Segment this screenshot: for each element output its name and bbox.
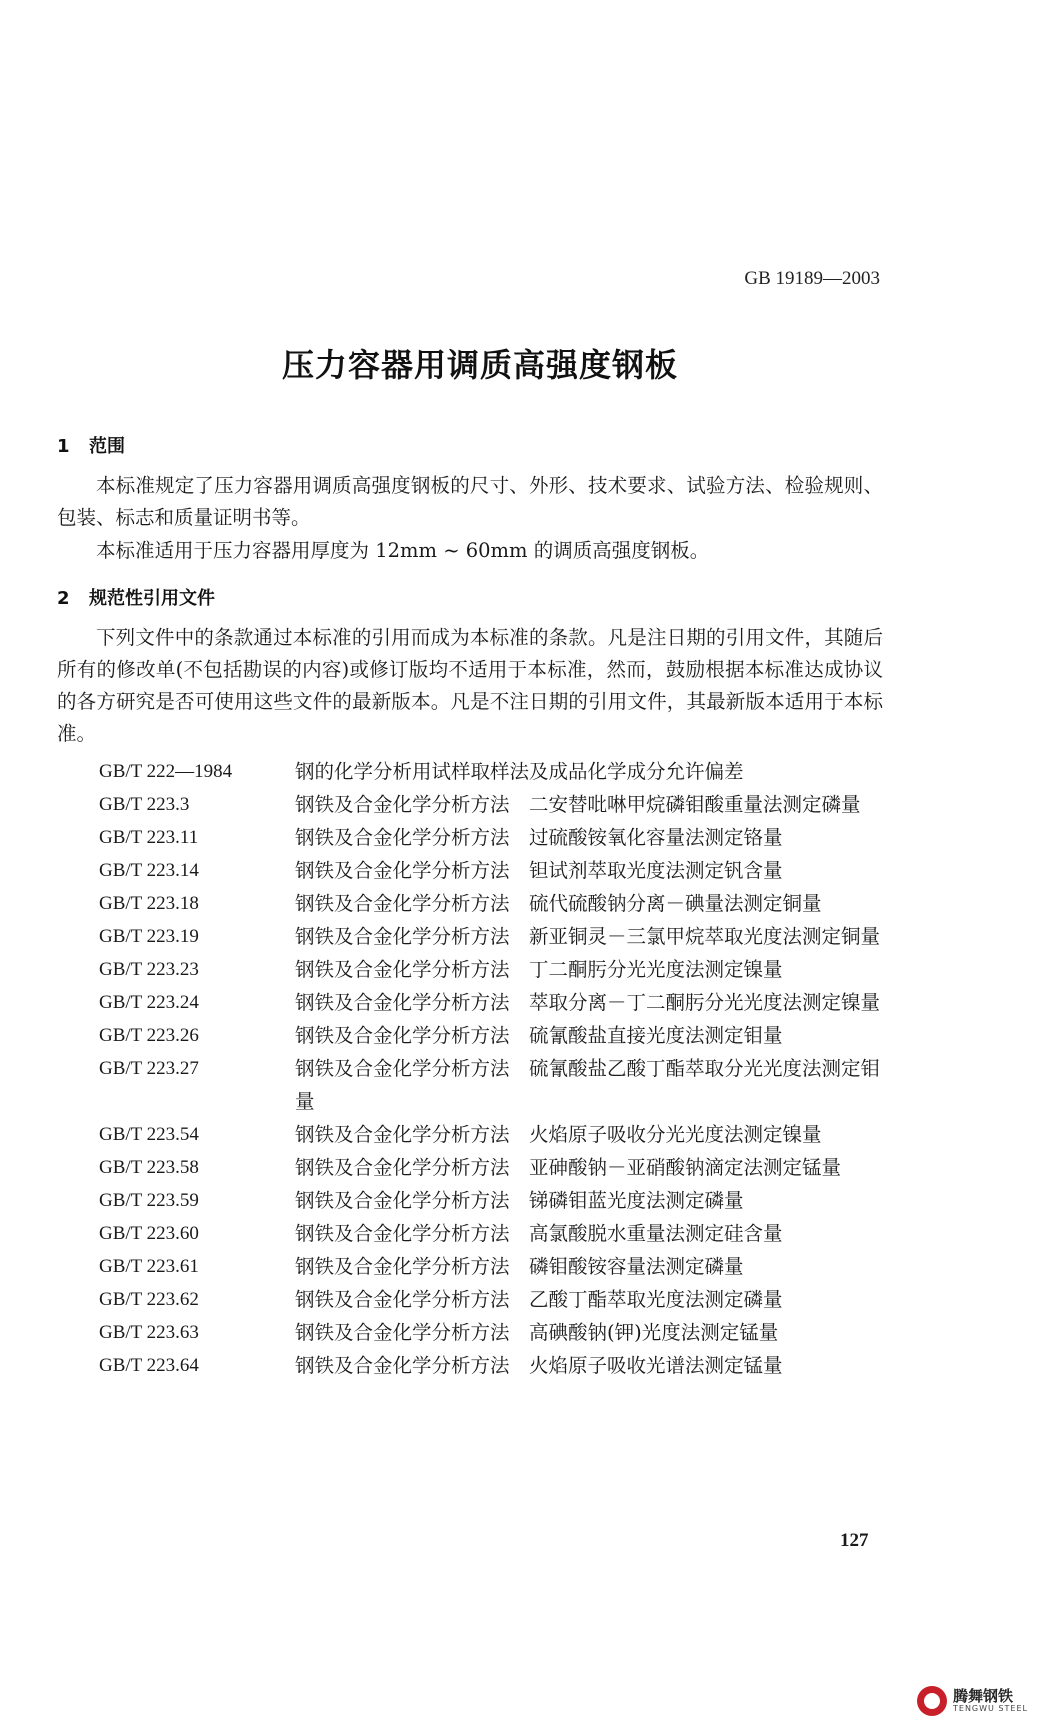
scope-paragraph-2: 本标准适用于压力容器用厚度为 12mm ~ 60mm 的调质高强度钢板。	[96, 539, 710, 562]
brand-name-cn: 腾舞钢铁	[953, 1687, 1014, 1706]
reference-code: GB/T 223.64	[99, 1355, 199, 1376]
reference-item	[0, 788, 1000, 821]
section-heading-scope	[57, 432, 125, 458]
reference-code: GB/T 223.18	[99, 893, 199, 914]
reference-code: GB/T 223.63	[99, 1322, 199, 1343]
reference-item	[0, 1019, 1000, 1052]
reference-code: GB/T 223.59	[99, 1190, 199, 1211]
reference-title: 钢铁及合金化学分析方法 萃取分离－丁二酮肟分光光度法测定镍量	[295, 991, 881, 1014]
page-title: 压力容器用调质高强度钢板	[281, 346, 678, 384]
reference-item	[0, 1316, 1000, 1349]
reference-code: GB/T 223.60	[99, 1223, 199, 1244]
reference-item	[0, 887, 1000, 920]
reference-title: 钢铁及合金化学分析方法 过硫酸铵氧化容量法测定铬量	[295, 826, 783, 849]
reference-code: GB/T 223.11	[99, 827, 199, 848]
reference-code: GB/T 222—1984	[99, 761, 233, 782]
reference-list	[0, 755, 1000, 1382]
reference-code: GB/T 223.14	[99, 860, 199, 881]
reference-title: 钢铁及合金化学分析方法 硫氰酸盐直接光度法测定钼量	[295, 1024, 783, 1047]
watermark-logo	[917, 1682, 1047, 1720]
brand-logo-icon	[917, 1686, 947, 1716]
scope-paragraph-1: 本标准规定了压力容器用调质高强度钢板的尺寸、外形、技术要求、试验方法、检验规则、包装、标志和质量证明书等。	[57, 474, 883, 529]
reference-item	[0, 1349, 1000, 1382]
reference-code: GB/T 223.61	[99, 1256, 199, 1277]
reference-item	[0, 854, 1000, 887]
reference-title: 钢铁及合金化学分析方法 硫代硫酸钠分离－碘量法测定铜量	[295, 892, 822, 915]
reference-title: 钢铁及合金化学分析方法 钽试剂萃取光度法测定钒含量	[295, 859, 783, 882]
reference-title: 钢铁及合金化学分析方法 丁二酮肟分光光度法测定镍量	[295, 958, 783, 981]
reference-title: 钢铁及合金化学分析方法 硫氰酸盐乙酸丁酯萃取分光光度法测定钼量	[295, 1057, 881, 1113]
reference-title: 钢铁及合金化学分析方法 二安替吡啉甲烷磷钼酸重量法测定磷量	[295, 793, 861, 816]
standard-number: GB 19189—2003	[744, 268, 880, 289]
reference-title: 钢的化学分析用试样取样法及成品化学成分允许偏差	[295, 760, 744, 783]
reference-item	[0, 1184, 1000, 1217]
section-heading-normative-references	[57, 584, 215, 610]
reference-item	[0, 1250, 1000, 1283]
section-number: 2	[57, 588, 70, 609]
reference-code: GB/T 223.62	[99, 1289, 199, 1310]
reference-code: GB/T 223.23	[99, 959, 199, 980]
reference-code: GB/T 223.27	[99, 1058, 199, 1079]
reference-code: GB/T 223.26	[99, 1025, 199, 1046]
reference-item	[0, 755, 1000, 788]
brand-text	[953, 1688, 1028, 1713]
section-title: 范围	[89, 436, 125, 457]
reference-code: GB/T 223.54	[99, 1124, 199, 1145]
reference-title: 钢铁及合金化学分析方法 高氯酸脱水重量法测定硅含量	[295, 1222, 783, 1245]
reference-code: GB/T 223.58	[99, 1157, 199, 1178]
reference-item	[0, 920, 1000, 953]
reference-title: 钢铁及合金化学分析方法 火焰原子吸收分光光度法测定镍量	[295, 1123, 822, 1146]
reference-title: 钢铁及合金化学分析方法 乙酸丁酯萃取光度法测定磷量	[295, 1288, 783, 1311]
reference-item	[0, 986, 1000, 1019]
section-number: 1	[57, 436, 70, 457]
reference-title: 钢铁及合金化学分析方法 锑磷钼蓝光度法测定磷量	[295, 1189, 744, 1212]
page-number: 127	[840, 1530, 869, 1551]
references-intro-paragraph: 下列文件中的条款通过本标准的引用而成为本标准的条款。凡是注日期的引用文件，其随后所有的修改单(不包括勘误的内容)或修订版均不适用于本标准，然而，鼓励根据本标准达成协议的各方研究是否可使用这些文件的最新版本。凡是不注日期的引用文件，其最新版本适用于本标准。	[57, 626, 883, 745]
reference-code: GB/T 223.3	[99, 794, 190, 815]
reference-item	[0, 1118, 1000, 1151]
reference-code: GB/T 223.19	[99, 926, 199, 947]
reference-title: 钢铁及合金化学分析方法 新亚铜灵－三氯甲烷萃取光度法测定铜量	[295, 925, 881, 948]
reference-title: 钢铁及合金化学分析方法 火焰原子吸收光谱法测定锰量	[295, 1354, 783, 1377]
reference-title: 钢铁及合金化学分析方法 磷钼酸铵容量法测定磷量	[295, 1255, 744, 1278]
brand-name-en: TENGWU STEEL	[953, 1703, 1028, 1713]
reference-item	[0, 821, 1000, 854]
reference-item	[0, 1217, 1000, 1250]
reference-item	[0, 1052, 1000, 1118]
reference-title: 钢铁及合金化学分析方法 亚砷酸钠－亚硝酸钠滴定法测定锰量	[295, 1156, 842, 1179]
section-title: 规范性引用文件	[89, 588, 215, 609]
reference-title: 钢铁及合金化学分析方法 高碘酸钠(钾)光度法测定锰量	[295, 1321, 779, 1344]
reference-item	[0, 953, 1000, 986]
reference-item	[0, 1283, 1000, 1316]
reference-code: GB/T 223.24	[99, 992, 199, 1013]
reference-item	[0, 1151, 1000, 1184]
